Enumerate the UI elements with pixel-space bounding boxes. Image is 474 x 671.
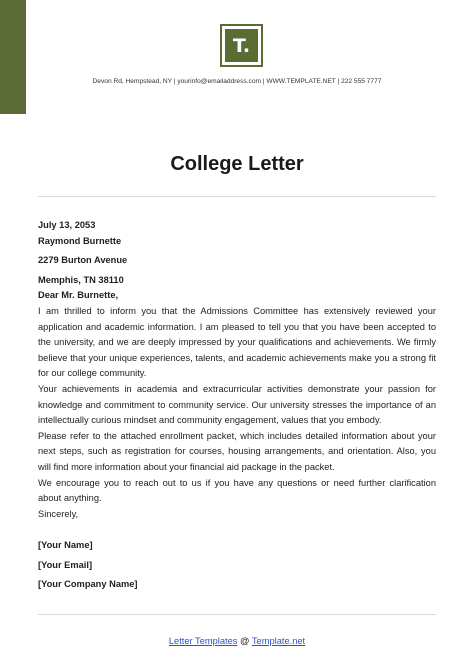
recipient-city: Memphis, TN 38110: [38, 274, 124, 285]
signature-company: [Your Company Name]: [38, 579, 138, 590]
footer: [0, 636, 474, 646]
signature-name: [Your Name]: [38, 540, 93, 551]
template-logo: [220, 24, 263, 67]
letter-templates-link[interactable]: Letter Templates: [168, 636, 238, 646]
closing: Sincerely,: [38, 508, 79, 519]
template-net-link[interactable]: Template.net: [251, 636, 306, 646]
body-paragraph-2: Your achievements in academia and extracurricular activities demonstrate your passion for knowledge and commitment to community service. Our university stresses the importance of an intellectually curious mindset and community engagement, values that you embody.: [38, 383, 436, 426]
signature-email: [Your Email]: [38, 559, 93, 570]
logo-mark: T.: [225, 29, 258, 62]
letter-date: July 13, 2053: [38, 220, 96, 230]
salutation: Dear Mr. Burnette,: [38, 290, 119, 301]
recipient-street: 2279 Burton Avenue: [38, 255, 128, 266]
accent-side-bar: [0, 0, 26, 114]
bottom-divider: [38, 614, 436, 615]
footer-separator: @: [240, 636, 250, 646]
body-paragraph-3: Please refer to the attached enrollment packet, which includes detailed information about your next steps, such as registration for courses, housing arrangements, and orientation. Also, you will find more information about your financial aid package in the packet.: [38, 430, 436, 472]
body-paragraph-4: We encourage you to reach out to us if you have any questions or need further clarification about anything.: [38, 477, 436, 504]
letter-body: [38, 218, 436, 595]
contact-info-line: Devon Rd, Hempstead, NY | yourinfo@emailaddress.com | WWW.TEMPLATE.NET | 222 555 7777: [92, 78, 382, 85]
top-divider: [38, 196, 436, 197]
body-paragraph-1: I am thrilled to inform you that the Admissions Committee has extensively reviewed your application and academic information. I am pleased to tell you that you have been accepted to the university, and we are deeply impressed by your qualifications and achievements. We firmly believe that your unique experiences, talents, and academic achievements make you a strong fit for our college community.: [38, 305, 436, 379]
page-title: College Letter: [170, 153, 304, 175]
recipient-name: Raymond Burnette: [38, 235, 122, 246]
